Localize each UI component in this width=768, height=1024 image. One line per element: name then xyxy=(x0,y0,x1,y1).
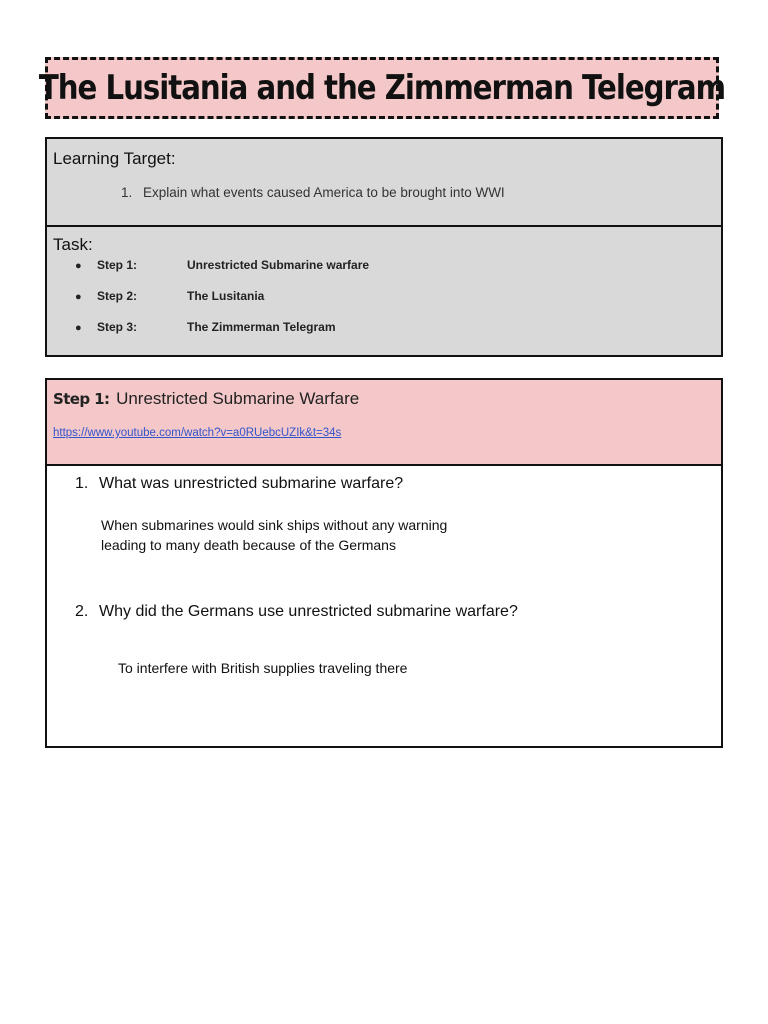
question-text: Why did the Germans use unrestricted submarine warfare? xyxy=(99,603,518,620)
bullet-icon: ● xyxy=(75,260,82,272)
bullet-icon: ● xyxy=(75,291,82,303)
task-step-label: Step 2: xyxy=(97,289,138,303)
question-2 xyxy=(75,603,518,621)
step1-title-text: Unrestricted Submarine Warfare xyxy=(116,389,360,408)
task-step-label: Step 3: xyxy=(97,320,138,334)
task-step-text: The Zimmerman Telegram xyxy=(187,320,336,334)
task-step-label: Step 1: xyxy=(97,258,138,272)
answer-line: To interfere with British supplies traveling there xyxy=(118,660,408,676)
learning-target-section xyxy=(47,139,721,227)
step1-box xyxy=(45,378,723,748)
answer-line: leading to many death because of the Germans xyxy=(101,537,396,553)
answer-1 xyxy=(101,515,447,555)
task-step-row xyxy=(75,258,369,272)
bullet-icon: ● xyxy=(75,322,82,334)
info-box xyxy=(45,137,723,357)
question-text: What was unrestricted submarine warfare? xyxy=(99,475,404,492)
step1-header xyxy=(47,380,721,466)
task-section xyxy=(47,227,721,357)
learning-target-item-number: 1. xyxy=(121,185,133,200)
question-number: 1. xyxy=(75,475,89,492)
page-title: The Lusitania and the Zimmerman Telegram xyxy=(38,68,726,108)
title-banner xyxy=(38,57,726,119)
task-step-row xyxy=(75,320,336,334)
video-link[interactable]: https://www.youtube.com/watch?v=a0RUebcUZIk&t=34s xyxy=(53,427,342,439)
task-step-text: The Lusitania xyxy=(187,289,265,303)
answer-line: When submarines would sink ships without any warning xyxy=(101,517,448,533)
step1-title xyxy=(53,389,359,409)
answer-2 xyxy=(118,658,407,678)
question-number: 2. xyxy=(75,603,89,620)
task-step-row xyxy=(75,289,264,303)
task-heading: Task: xyxy=(53,235,93,254)
question-1 xyxy=(75,475,403,493)
learning-target-item-text: Explain what events caused America to be brought into WWI xyxy=(143,185,505,200)
step1-label: Step 1: xyxy=(53,390,110,408)
learning-target-item xyxy=(121,185,505,200)
task-step-text: Unrestricted Submarine warfare xyxy=(187,258,370,272)
learning-target-heading: Learning Target: xyxy=(53,149,176,168)
